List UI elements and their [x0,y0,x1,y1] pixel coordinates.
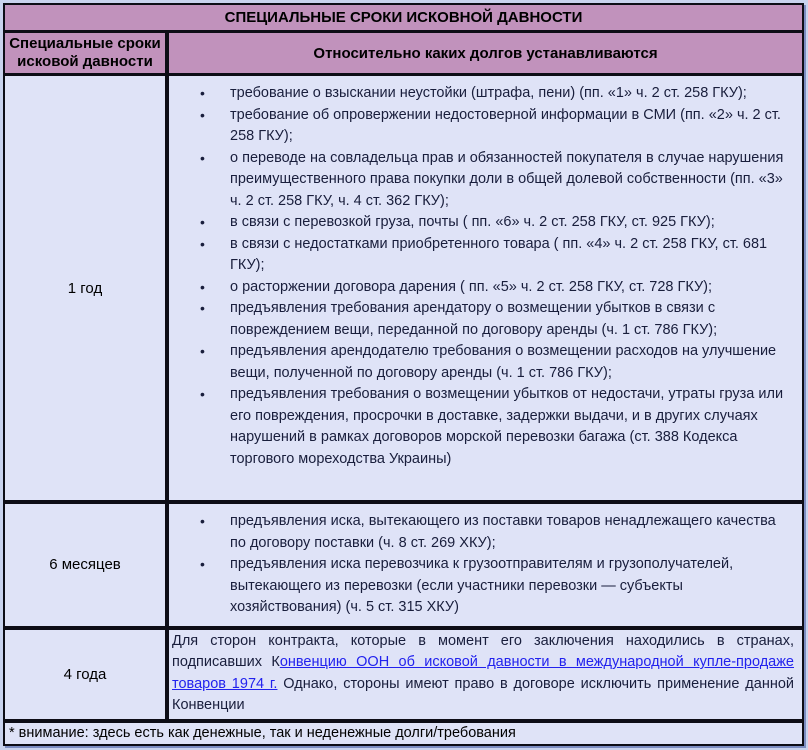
list-item [169,212,789,234]
list-item [169,105,789,148]
column-header-debts: Относительно каких долгов устанавливаются [313,44,658,62]
bullet-icon: • [200,214,205,230]
table-row-6-months [5,504,802,630]
list-item [169,148,789,213]
debts-cell-6-months [169,504,802,626]
bullet-icon: • [200,513,205,529]
bullet-icon: • [200,556,205,572]
bullet-icon: • [200,386,205,402]
table-row-1-year [5,76,802,504]
list-item-text: предъявления требования о возмещении убытков от недостачи, утраты груза или его повреждения, просрочки в доставке, задержки выдачи, и в других случаях нарушений в рамках договоров морской перевозки багажа (ст. 388 Кодекса торгового мореходства Украины) [230,386,784,467]
bullet-icon: • [200,343,205,359]
column-header-row [5,33,802,76]
limitation-periods-table [3,3,804,746]
column-header-term: Специальные сроки исковой давности [5,33,169,73]
paragraph-text-before: Для сторон контракта, которые в момент его заключения находились в странах, подписавших К [172,632,794,670]
term-cell-4-years: 4 года [5,630,169,719]
list-item-text: требование о взыскании неустойки (штрафа, пени) (пп. «1» ч. 2 ст. 258 ГКУ); [230,85,747,101]
bullet-icon: • [200,235,205,252]
debts-cell-1-year [169,76,802,500]
term-cell-1-year: 1 год [5,76,169,500]
list-item [169,341,789,384]
term-cell-6-months: 6 месяцев [5,504,169,626]
table-title: СПЕЦИАЛЬНЫЕ СРОКИ ИСКОВНОЙ ДАВНОСТИ [5,5,802,33]
list-item-text: в связи с перевозкой груза, почты ( пп. «6» ч. 2 ст. 258 ГКУ, ст. 925 ГКУ); [230,214,715,230]
list-item-text: о расторжении договора дарения ( пп. «5» ч. 2 ст. 258 ГКУ, ст. 728 ГКУ); [230,278,713,295]
paragraph-text-after: Однако, стороны имеют право в договоре исключить применение данной Конвенции [172,675,795,713]
un-convention-link[interactable]: онвенцию ООН об исковой давности в международной купле-продаже товаров 1974 г. [172,654,794,692]
table-row-4-years [5,630,802,723]
footnote: * внимание: здесь есть как денежные, так и неденежные долги/требования [5,723,802,744]
list-item [169,83,789,105]
bullet-icon: • [200,106,205,123]
list-item [169,234,789,277]
list-item-text: предъявления иска, вытекающего из поставки товаров ненадлежащего качества по договору поставки (ч. 8 ст. 269 ХКУ); [230,513,776,551]
list-item-text: требование об опровержении недостоверной информации в СМИ (пп. «2» ч. 2 ст. 258 ГКУ); [230,106,781,144]
debts-list-6-months [169,511,789,619]
debts-list-1-year [169,83,789,470]
bullet-icon: • [200,278,205,295]
bullet-icon: • [200,85,205,101]
list-item-text: о переводе на совладельца прав и обязанностей покупателя в случае нарушения преимущественного права покупки доли в общей долевой собственности (пп. «3» ч. 2 ст. 258 ГКУ, ч. 4 ст. 362 ГКУ); [230,149,784,209]
bullet-icon: • [200,149,205,166]
list-item [169,554,789,619]
list-item [169,511,789,554]
list-item-text: предъявления арендодателю требования о возмещении расходов на улучшение вещи, полученной по договору аренды (ч. 1 ст. 786 ГКУ); [230,343,777,381]
list-item [169,277,789,299]
list-item [169,384,789,470]
list-item-text: предъявления требования арендатору о возмещении убытков в связи с повреждением вещи, переданной по договору аренды (ч. 1 ст. 786 ГКУ); [230,300,718,338]
bullet-icon: • [200,300,205,316]
list-item [169,298,789,341]
debts-cell-4-years [169,630,802,719]
list-item-text: предъявления иска перевозчика к грузоотправителям и грузополучателей, вытекающего из перевозки (если участники перевозки — субъекты хозяйствования) (ч. 5 ст. 315 ХКУ) [230,556,734,615]
list-item-text: в связи с недостатками приобретенного товара ( пп. «4» ч. 2 ст. 258 ГКУ, ст. 681 ГКУ); [230,235,768,273]
